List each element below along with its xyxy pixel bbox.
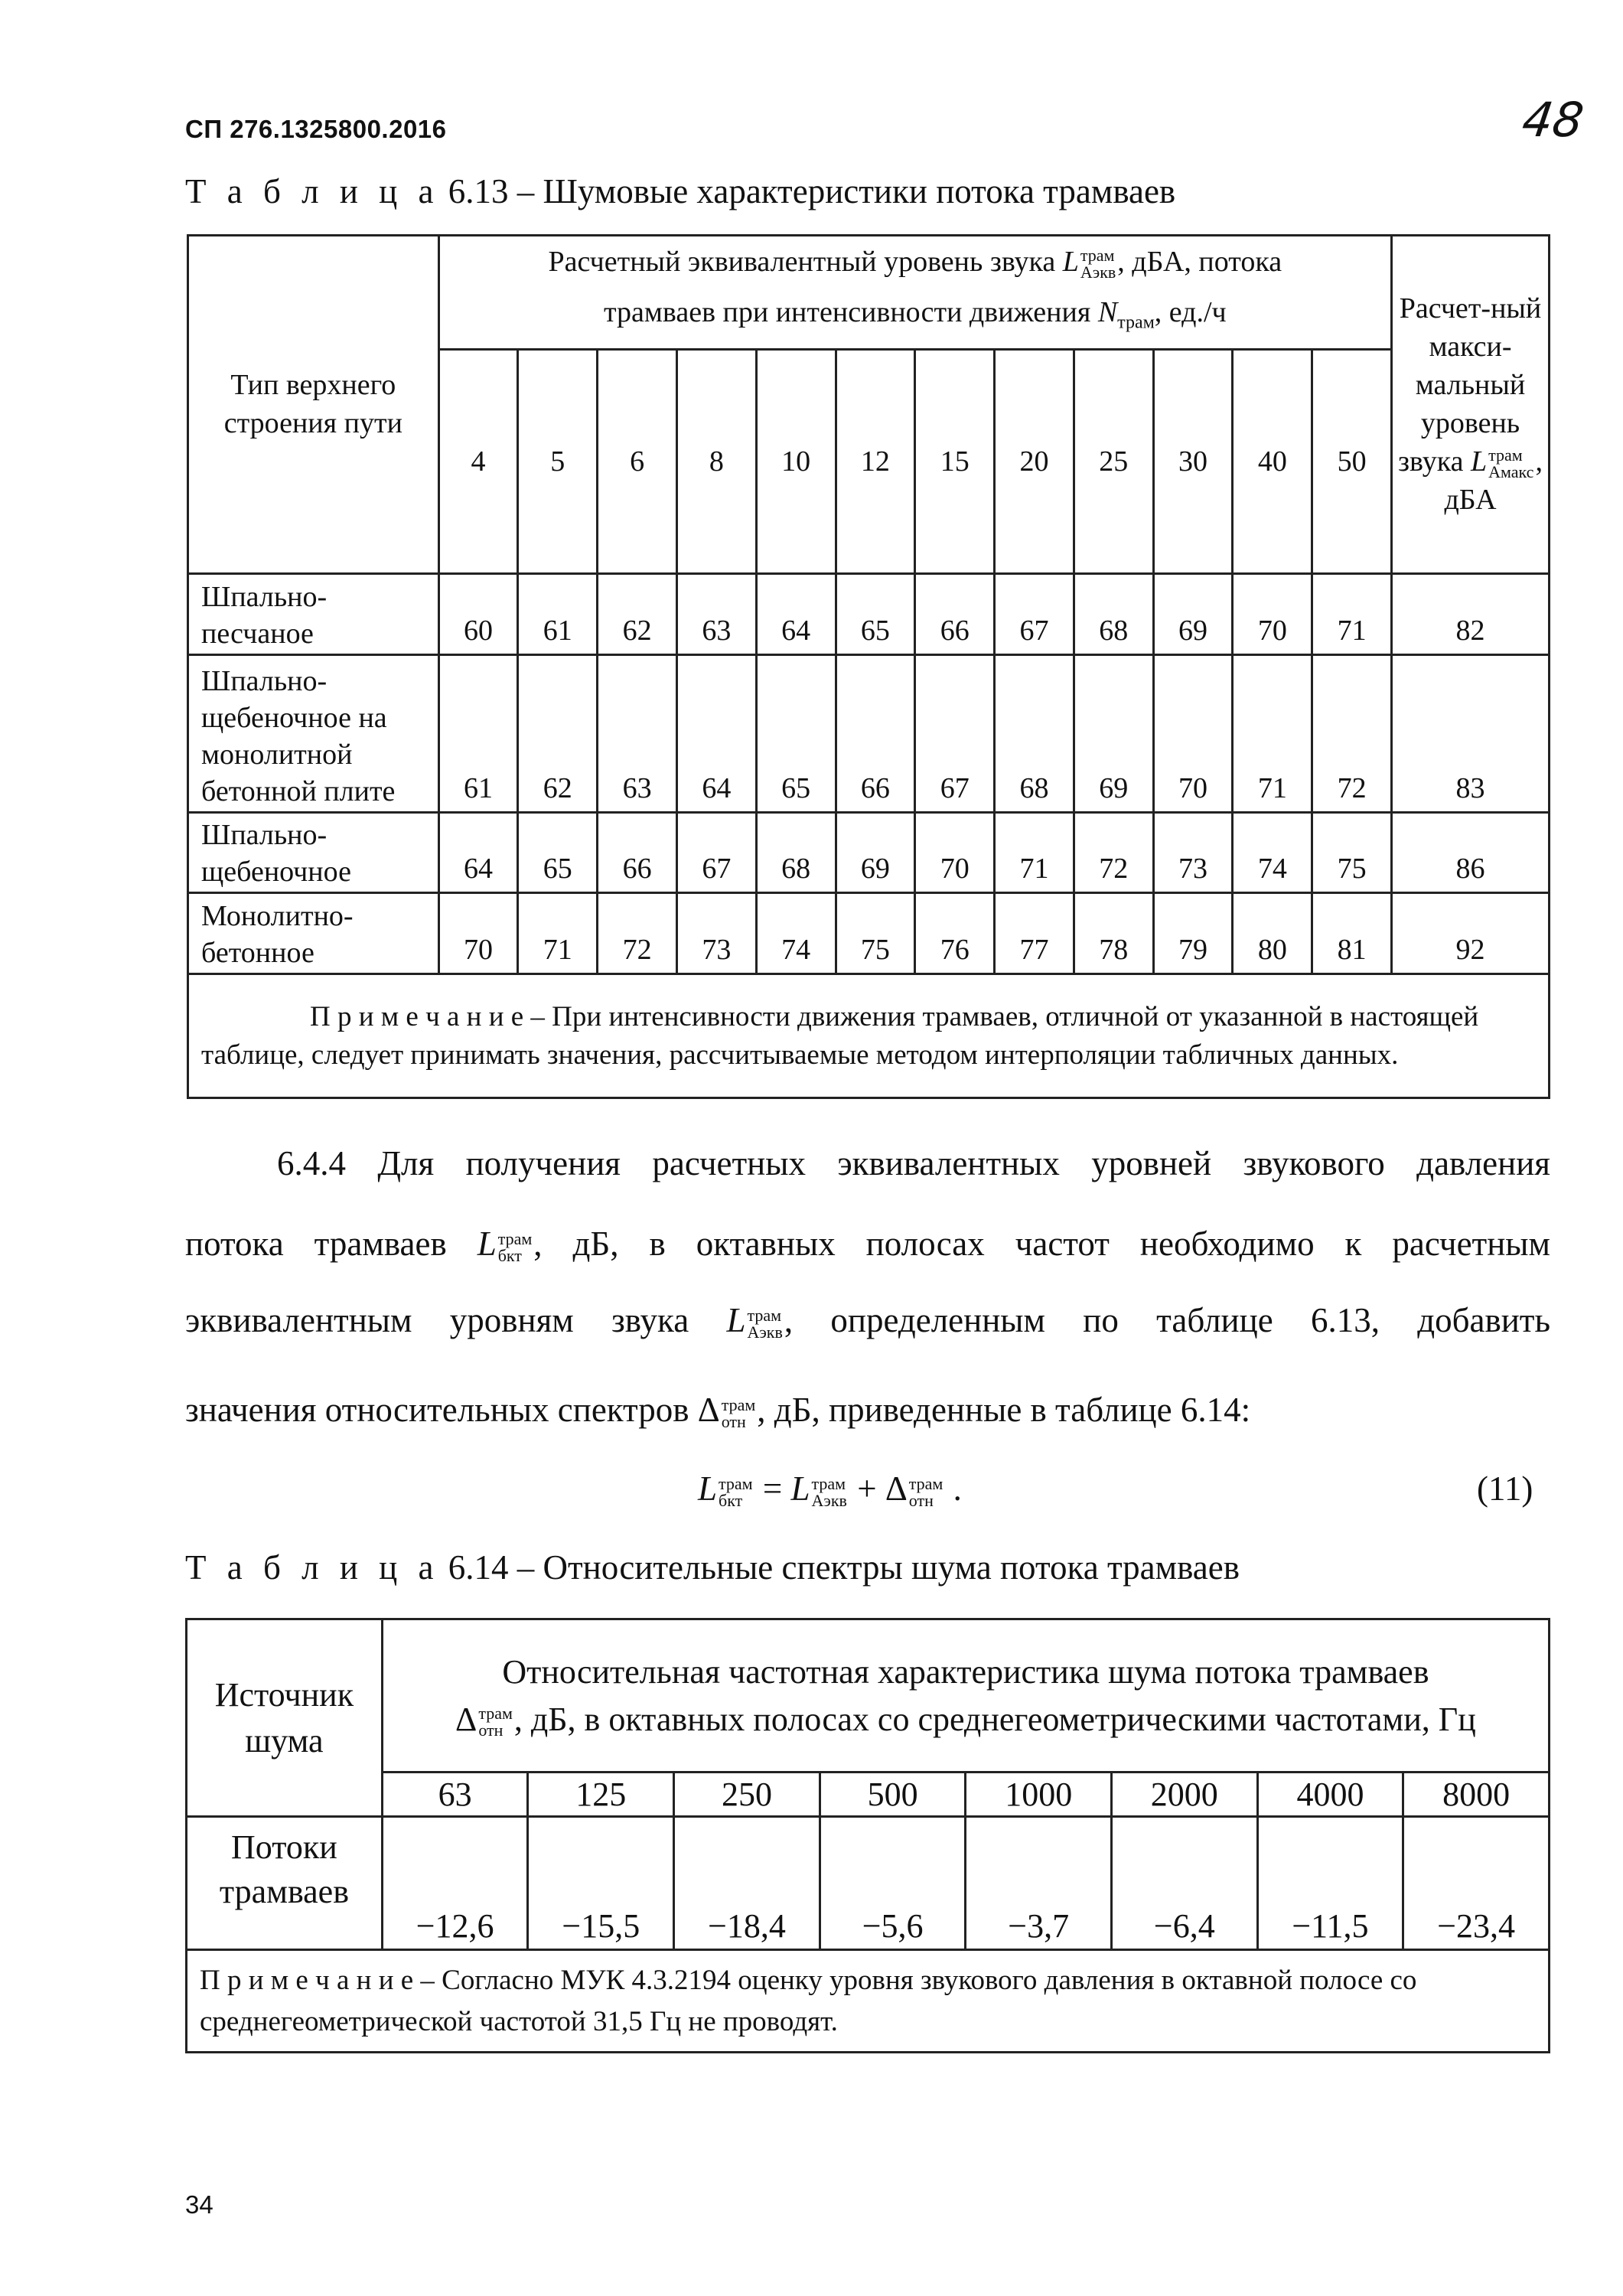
level-cell: 69 — [1153, 573, 1233, 654]
intensity-header-cell: 8 — [676, 349, 756, 573]
intensity-header-cell: 15 — [915, 349, 995, 573]
table-row — [188, 573, 1550, 654]
frequency-header-cell: 250 — [674, 1773, 820, 1817]
intensity-header-cell: 40 — [1233, 349, 1312, 573]
level-cell: 66 — [598, 812, 677, 892]
level-cell: 73 — [1153, 812, 1233, 892]
column-header-max-level: Расчет-ный макси-мальный уровень звука L трам Aмакс , дБА — [1392, 236, 1550, 574]
table-6-14 — [185, 1618, 1550, 2053]
frequency-header-cell: 2000 — [1112, 1773, 1258, 1817]
spectrum-value-cell: −11,5 — [1257, 1817, 1403, 1950]
max-level-cell: 83 — [1392, 654, 1550, 812]
level-cell: 73 — [676, 892, 756, 974]
intensity-header-cell: 30 — [1153, 349, 1233, 573]
spectrum-value-cell: −23,4 — [1403, 1817, 1550, 1950]
level-cell: 67 — [995, 573, 1074, 654]
table-6-14-caption — [185, 1548, 1240, 1587]
level-cell: 69 — [836, 812, 915, 892]
table-6-14-note: П р и м е ч а н и е – Согласно МУК 4.3.2194 оценку уровня звукового давления в октавной полосе со среднегеометрической частотой 31,5 Гц не проводят. — [187, 1950, 1550, 2053]
spectrum-value-cell: −5,6 — [820, 1817, 966, 1950]
frequency-header-cell: 500 — [820, 1773, 966, 1817]
level-cell: 63 — [598, 654, 677, 812]
level-cell: 69 — [1074, 654, 1153, 812]
level-cell: 65 — [836, 573, 915, 654]
intensity-header-cell: 20 — [995, 349, 1074, 573]
document-code: СП 276.1325800.2016 — [185, 115, 447, 143]
level-cell: 62 — [518, 654, 598, 812]
column-header-type: Тип верхнего строения пути — [188, 236, 439, 574]
formula-11: L трам бкт = L трам Aэкв + Δ трам отн . — [698, 1469, 962, 1510]
level-cell: 75 — [1312, 812, 1392, 892]
formula-number: (11) — [1477, 1469, 1533, 1508]
spectrum-value-cell: −15,5 — [528, 1817, 674, 1950]
intensity-header-cell: 10 — [756, 349, 836, 573]
column-group-header: Относительная частотная характеристика шума потока трамваев Δ трам отн , дБ, в октавных полосах со среднегеометрическими частотами, Гц — [382, 1619, 1549, 1773]
level-cell: 62 — [598, 573, 677, 654]
level-cell: 79 — [1153, 892, 1233, 974]
frequency-header-row — [187, 1773, 1550, 1817]
level-cell: 71 — [1312, 573, 1392, 654]
level-cell: 81 — [1312, 892, 1392, 974]
spectrum-value-cell: −6,4 — [1112, 1817, 1258, 1950]
handwritten-page-mark: 48 — [1518, 92, 1588, 148]
table-row — [188, 654, 1550, 812]
table-6-13 — [187, 234, 1550, 1099]
level-cell: 70 — [438, 892, 518, 974]
level-cell: 70 — [915, 812, 995, 892]
table-row — [188, 892, 1550, 974]
max-level-cell: 82 — [1392, 573, 1550, 654]
caption-text: 6.13 – Шумовые характеристики потока трамваев — [439, 172, 1176, 210]
level-cell: 74 — [756, 892, 836, 974]
table-6-13-note: П р и м е ч а н и е – При интенсивности движения трамваев, отличной от указанной в настоящей таблице, следует принимать значения, рассчитываемые методом интерполяции табличных данных. — [188, 974, 1550, 1097]
intensity-header-cell: 12 — [836, 349, 915, 573]
level-cell: 63 — [676, 573, 756, 654]
intensity-header-cell: 5 — [518, 349, 598, 573]
frequency-header-cell: 125 — [528, 1773, 674, 1817]
track-type-cell: Шпально-песчаное — [188, 573, 439, 654]
level-cell: 66 — [836, 654, 915, 812]
level-cell: 74 — [1233, 812, 1312, 892]
level-cell: 71 — [518, 892, 598, 974]
level-cell: 65 — [518, 812, 598, 892]
frequency-header-cell: 8000 — [1403, 1773, 1550, 1817]
caption-text: 6.14 – Относительные спектры шума потока трамваев — [439, 1548, 1240, 1587]
level-cell: 61 — [438, 654, 518, 812]
track-type-cell: Монолитно-бетонное — [188, 892, 439, 974]
row-label: Потоки трамваев — [187, 1817, 383, 1950]
caption-label: Т а б л и ц а — [185, 1548, 440, 1587]
paragraph-line-2: потока трамваев L трам бкт , дБ, в октавных полосах частот необходимо к расчетным — [185, 1225, 1550, 1265]
level-cell: 78 — [1074, 892, 1153, 974]
level-cell: 72 — [1312, 654, 1392, 812]
level-cell: 67 — [676, 812, 756, 892]
level-cell: 75 — [836, 892, 915, 974]
level-cell: 76 — [915, 892, 995, 974]
table-6-13-caption — [185, 171, 1175, 211]
level-cell: 65 — [756, 654, 836, 812]
level-cell: 70 — [1153, 654, 1233, 812]
level-cell: 67 — [915, 654, 995, 812]
paragraph-line-1: 6.4.4 Для получения расчетных эквивалентных уровней звукового давления — [277, 1144, 1550, 1182]
level-cell: 71 — [1233, 654, 1312, 812]
level-cell: 70 — [1233, 573, 1312, 654]
frequency-header-cell: 4000 — [1257, 1773, 1403, 1817]
column-group-header: Расчетный эквивалентный уровень звука L трам Aэкв , дБА, потока трамваев при интенсивности движения $N_{трам}$, ед./ч — [438, 236, 1391, 350]
level-cell: 80 — [1233, 892, 1312, 974]
spectrum-value-cell: −18,4 — [674, 1817, 820, 1950]
paragraph-line-4: значения относительных спектров Δ трам отн , дБ, приведенные в таблице 6.14: — [185, 1391, 1251, 1431]
level-cell: 64 — [438, 812, 518, 892]
level-cell: 60 — [438, 573, 518, 654]
level-cell: 77 — [995, 892, 1074, 974]
level-cell: 68 — [1074, 573, 1153, 654]
level-cell: 68 — [756, 812, 836, 892]
intensity-header-cell: 6 — [598, 349, 677, 573]
level-cell: 64 — [756, 573, 836, 654]
track-type-cell: Шпально-щебеночное на монолитной бетонной плите — [188, 654, 439, 812]
spectrum-value-cell: −12,6 — [382, 1817, 528, 1950]
max-level-cell: 92 — [1392, 892, 1550, 974]
data-row — [187, 1817, 1550, 1950]
spectrum-value-cell: −3,7 — [966, 1817, 1112, 1950]
level-cell: 72 — [1074, 812, 1153, 892]
level-cell: 72 — [598, 892, 677, 974]
level-cell: 66 — [915, 573, 995, 654]
frequency-header-cell: 1000 — [966, 1773, 1112, 1817]
caption-label: Т а б л и ц а — [185, 172, 440, 210]
level-cell: 71 — [995, 812, 1074, 892]
page-number: 34 — [185, 2190, 213, 2219]
level-cell: 68 — [995, 654, 1074, 812]
level-cell: 61 — [518, 573, 598, 654]
table-row — [188, 812, 1550, 892]
intensity-header-cell: 50 — [1312, 349, 1392, 573]
column-header-source: Источник шума — [187, 1619, 383, 1817]
max-level-cell: 86 — [1392, 812, 1550, 892]
frequency-header-cell: 63 — [382, 1773, 528, 1817]
intensity-header-cell: 4 — [438, 349, 518, 573]
paragraph-line-3: эквивалентным уровням звука L трам Aэкв , определенным по таблице 6.13, добавить — [185, 1301, 1550, 1342]
intensity-header-cell: 25 — [1074, 349, 1153, 573]
level-cell: 64 — [676, 654, 756, 812]
track-type-cell: Шпально-щебеночное — [188, 812, 439, 892]
